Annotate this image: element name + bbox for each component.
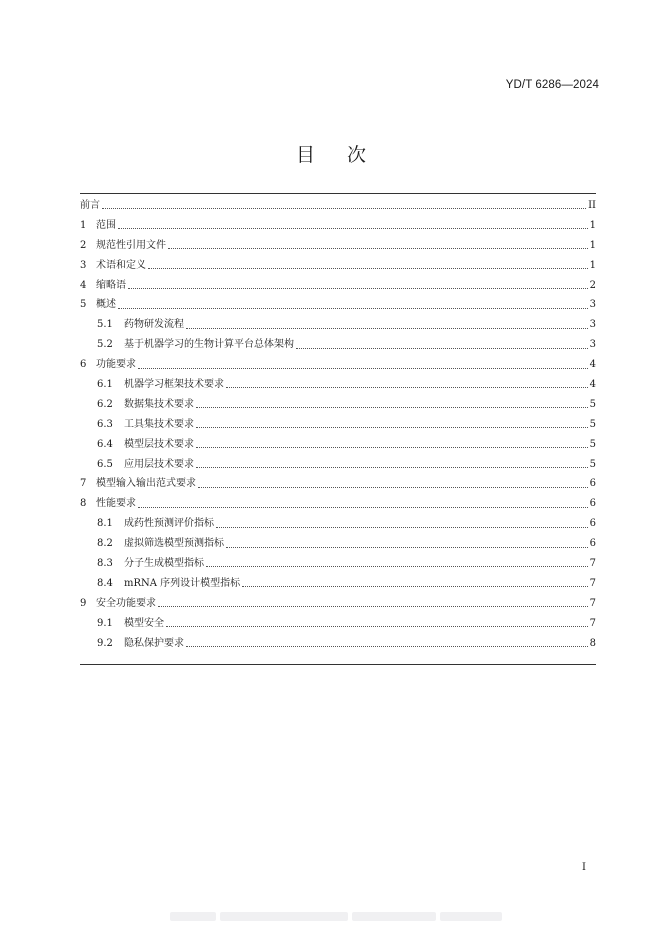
dot-leader: [166, 626, 588, 627]
toc-entry-number: 6.4: [97, 438, 113, 450]
toc-entry[interactable]: [80, 435, 596, 455]
toc-entry-number: 2: [80, 239, 87, 251]
toc-entry-label: 安全功能要求: [96, 597, 156, 609]
dot-leader: [196, 407, 588, 408]
toc-entry-number: 3: [80, 259, 87, 271]
toc-entry-label: 隐私保护要求: [124, 637, 184, 649]
dot-leader: [138, 507, 588, 508]
dot-leader: [168, 248, 588, 249]
toc-entry-number: 6.2: [97, 398, 113, 410]
toc-entry[interactable]: [80, 634, 596, 654]
toc-entry-label: 工具集技术要求: [124, 418, 194, 430]
toc-entry-page: 3: [589, 299, 596, 311]
toc-entry[interactable]: [80, 315, 596, 335]
dot-leader: [186, 646, 588, 647]
toc-entry-label: 范围: [96, 219, 116, 231]
toc-entry-number: 9: [80, 597, 87, 609]
toc-entry-number: 5.2: [97, 339, 113, 351]
dot-leader: [128, 288, 588, 289]
toc-entry-label: 机器学习框架技术要求: [124, 378, 224, 390]
toc-entry[interactable]: [80, 554, 596, 574]
toc-entry-number: 9.2: [97, 637, 113, 649]
toc-entry-page: 6: [589, 498, 596, 510]
top-rule: [80, 193, 596, 194]
title-char-1: 目: [295, 144, 315, 166]
toc-entry-label: 缩略语: [96, 279, 126, 291]
dot-leader: [296, 348, 588, 349]
toc-entry-label: 概述: [96, 299, 116, 311]
toc-entry-label: 成药性预测评价指标: [124, 518, 214, 530]
dot-leader: [186, 328, 588, 329]
toc-entry[interactable]: [80, 335, 596, 355]
toc-entry-page: 1: [589, 219, 596, 231]
dot-leader: [196, 467, 588, 468]
toc-entry-page: 3: [589, 319, 596, 331]
dot-leader: [206, 566, 588, 567]
toc-entry-label: 性能要求: [96, 498, 136, 510]
toc-entry-number: 5.1: [97, 319, 113, 331]
dot-leader: [196, 427, 588, 428]
footer-watermark: [170, 906, 510, 920]
toc-entry-page: 6: [589, 538, 596, 550]
dot-leader: [118, 228, 588, 229]
toc-entry[interactable]: [80, 216, 596, 236]
toc-entry-label: mRNA 序列设计模型指标: [124, 577, 241, 589]
dot-leader: [226, 547, 588, 548]
toc-entry-number: 8.2: [97, 538, 113, 550]
toc-entry-page: 4: [589, 359, 596, 371]
toc-entry[interactable]: [80, 276, 596, 296]
toc-entry-label: 应用层技术要求: [124, 458, 194, 470]
toc-entry-label: 规范性引用文件: [96, 239, 166, 251]
toc-entry-number: 7: [80, 478, 87, 490]
toc-entry-number: 8.3: [97, 557, 113, 569]
toc-entry[interactable]: [80, 375, 596, 395]
toc-entry-number: 4: [80, 279, 87, 291]
toc-entry-page: 5: [589, 438, 596, 450]
toc-entry-label: 药物研发流程: [124, 319, 184, 331]
dot-leader: [216, 527, 588, 528]
toc-entry[interactable]: [80, 196, 596, 216]
toc-entry-page: 7: [589, 577, 596, 589]
toc-entry-label: 模型层技术要求: [124, 438, 194, 450]
toc-entry-number: 6.3: [97, 418, 113, 430]
document-code: YD/T 6286—2024: [505, 79, 599, 91]
toc-entry-page: 5: [589, 398, 596, 410]
toc-entry-label: 虚拟筛选模型预测指标: [124, 538, 224, 550]
toc-entry-number: 9.1: [97, 617, 113, 629]
toc-entry-number: 1: [80, 219, 87, 231]
toc-entry-number: 6.5: [97, 458, 113, 470]
toc-entry-page: 5: [589, 458, 596, 470]
toc-entry-number: 6: [80, 359, 87, 371]
toc-entry-page: 4: [589, 378, 596, 390]
toc-entry-number: 8: [80, 498, 87, 510]
toc-entry[interactable]: [80, 574, 596, 594]
bottom-rule: [80, 664, 596, 665]
toc-entry[interactable]: [80, 455, 596, 475]
dot-leader: [198, 487, 588, 488]
toc-entry[interactable]: [80, 594, 596, 614]
toc-entry-page: 3: [589, 339, 596, 351]
dot-leader: [158, 606, 588, 607]
toc-entry-page: 7: [589, 557, 596, 569]
table-of-contents: [80, 196, 596, 653]
toc-entry-label: 模型输入输出范式要求: [96, 478, 196, 490]
toc-entry[interactable]: [80, 534, 596, 554]
toc-entry[interactable]: [80, 236, 596, 256]
toc-entry[interactable]: [80, 415, 596, 435]
toc-entry-page: 5: [589, 418, 596, 430]
page-number: I: [582, 862, 586, 873]
dot-leader: [226, 387, 588, 388]
toc-entry[interactable]: [80, 395, 596, 415]
dot-leader: [118, 308, 588, 309]
toc-entry-label: 基于机器学习的生物计算平台总体架构: [124, 339, 294, 351]
toc-entry-page: 2: [589, 279, 596, 291]
toc-entry[interactable]: [80, 514, 596, 534]
toc-entry-page: 7: [589, 617, 596, 629]
toc-entry-label: 功能要求: [96, 359, 136, 371]
toc-entry[interactable]: [80, 295, 596, 315]
page-title: [0, 140, 662, 167]
toc-entry-page: 1: [589, 259, 596, 271]
dot-leader: [196, 447, 588, 448]
toc-entry[interactable]: [80, 355, 596, 375]
toc-entry-page: II: [588, 199, 596, 211]
toc-entry-page: 6: [589, 478, 596, 490]
dot-leader: [138, 368, 588, 369]
toc-entry-label: 前言: [80, 199, 100, 211]
toc-entry-number: 6.1: [97, 378, 113, 390]
toc-entry-page: 6: [589, 518, 596, 530]
toc-entry-number: 8.4: [97, 577, 113, 589]
toc-entry-number: 5: [80, 299, 87, 311]
toc-entry[interactable]: [80, 614, 596, 634]
title-char-2: 次: [347, 144, 367, 166]
dot-leader: [102, 208, 586, 209]
toc-entry-page: 8: [589, 637, 596, 649]
toc-entry[interactable]: [80, 256, 596, 276]
toc-entry-label: 数据集技术要求: [124, 398, 194, 410]
toc-entry-number: 8.1: [97, 518, 113, 530]
toc-entry-label: 术语和定义: [96, 259, 146, 271]
toc-entry[interactable]: [80, 474, 596, 494]
dot-leader: [242, 586, 587, 587]
toc-entry-page: 1: [589, 239, 596, 251]
toc-entry-page: 7: [589, 597, 596, 609]
toc-entry-label: 模型安全: [124, 617, 164, 629]
toc-entry[interactable]: [80, 494, 596, 514]
toc-entry-label: 分子生成模型指标: [124, 557, 204, 569]
dot-leader: [148, 268, 588, 269]
